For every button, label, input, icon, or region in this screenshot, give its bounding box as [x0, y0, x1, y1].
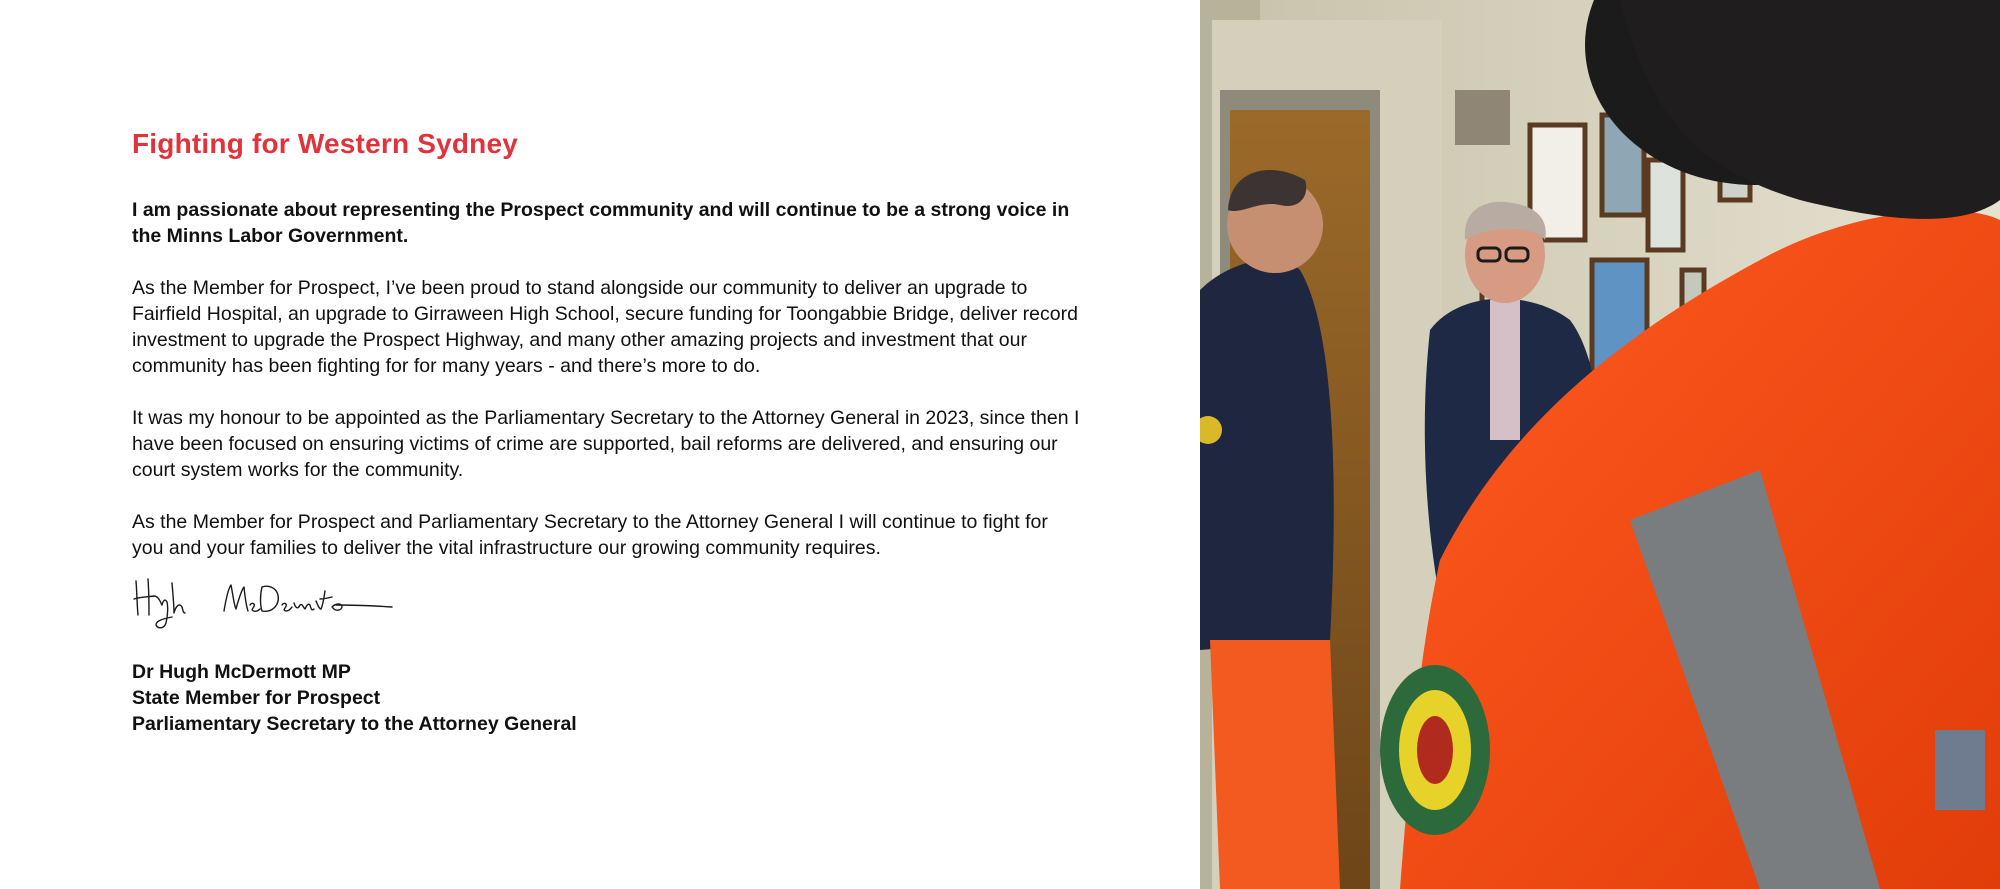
- letter-content: [132, 122, 1082, 737]
- author-name: Dr Hugh McDermott MP: [132, 661, 351, 683]
- page-title: Fighting for Western Sydney: [132, 128, 519, 159]
- author-title: Parliamentary Secretary to the Attorney General: [132, 713, 577, 735]
- paragraph-appointment: It was my honour to be appointed as the Parliamentary Secretary to the Attorney General in 2023, since then I have been focused on ensuring victims of crime are supported, bail reforms are delivered, and ensuring our court system works for the community.: [132, 407, 1080, 481]
- hero-photo: [1200, 0, 2000, 889]
- paragraph-achievements: As the Member for Prospect, I’ve been proud to stand alongside our community to deliver an upgrade to Fairfield Hospital, an upgrade to Girraween High School, secure funding for Toongabbie Bridge, deliver record investment to upgrade the Prospect Highway, and many other amazing projects and investment that our community has been fighting for for many years - and there’s more to do.: [132, 277, 1078, 377]
- wall-sign: [1455, 90, 1510, 145]
- sign-off-block: [132, 659, 1082, 737]
- intro-statement: I am passionate about representing the Prospect community and will continue to be a strong voice in the Minns Labor Government.: [132, 199, 1070, 247]
- author-role: State Member for Prospect: [132, 687, 381, 709]
- handwritten-signature: [132, 575, 394, 631]
- hero-photo-illustration: [1200, 0, 2000, 889]
- paragraph-commitment: As the Member for Prospect and Parliamentary Secretary to the Attorney General I will continue to fight for you and your families to deliver the vital infrastructure our growing community requires.: [132, 511, 1048, 559]
